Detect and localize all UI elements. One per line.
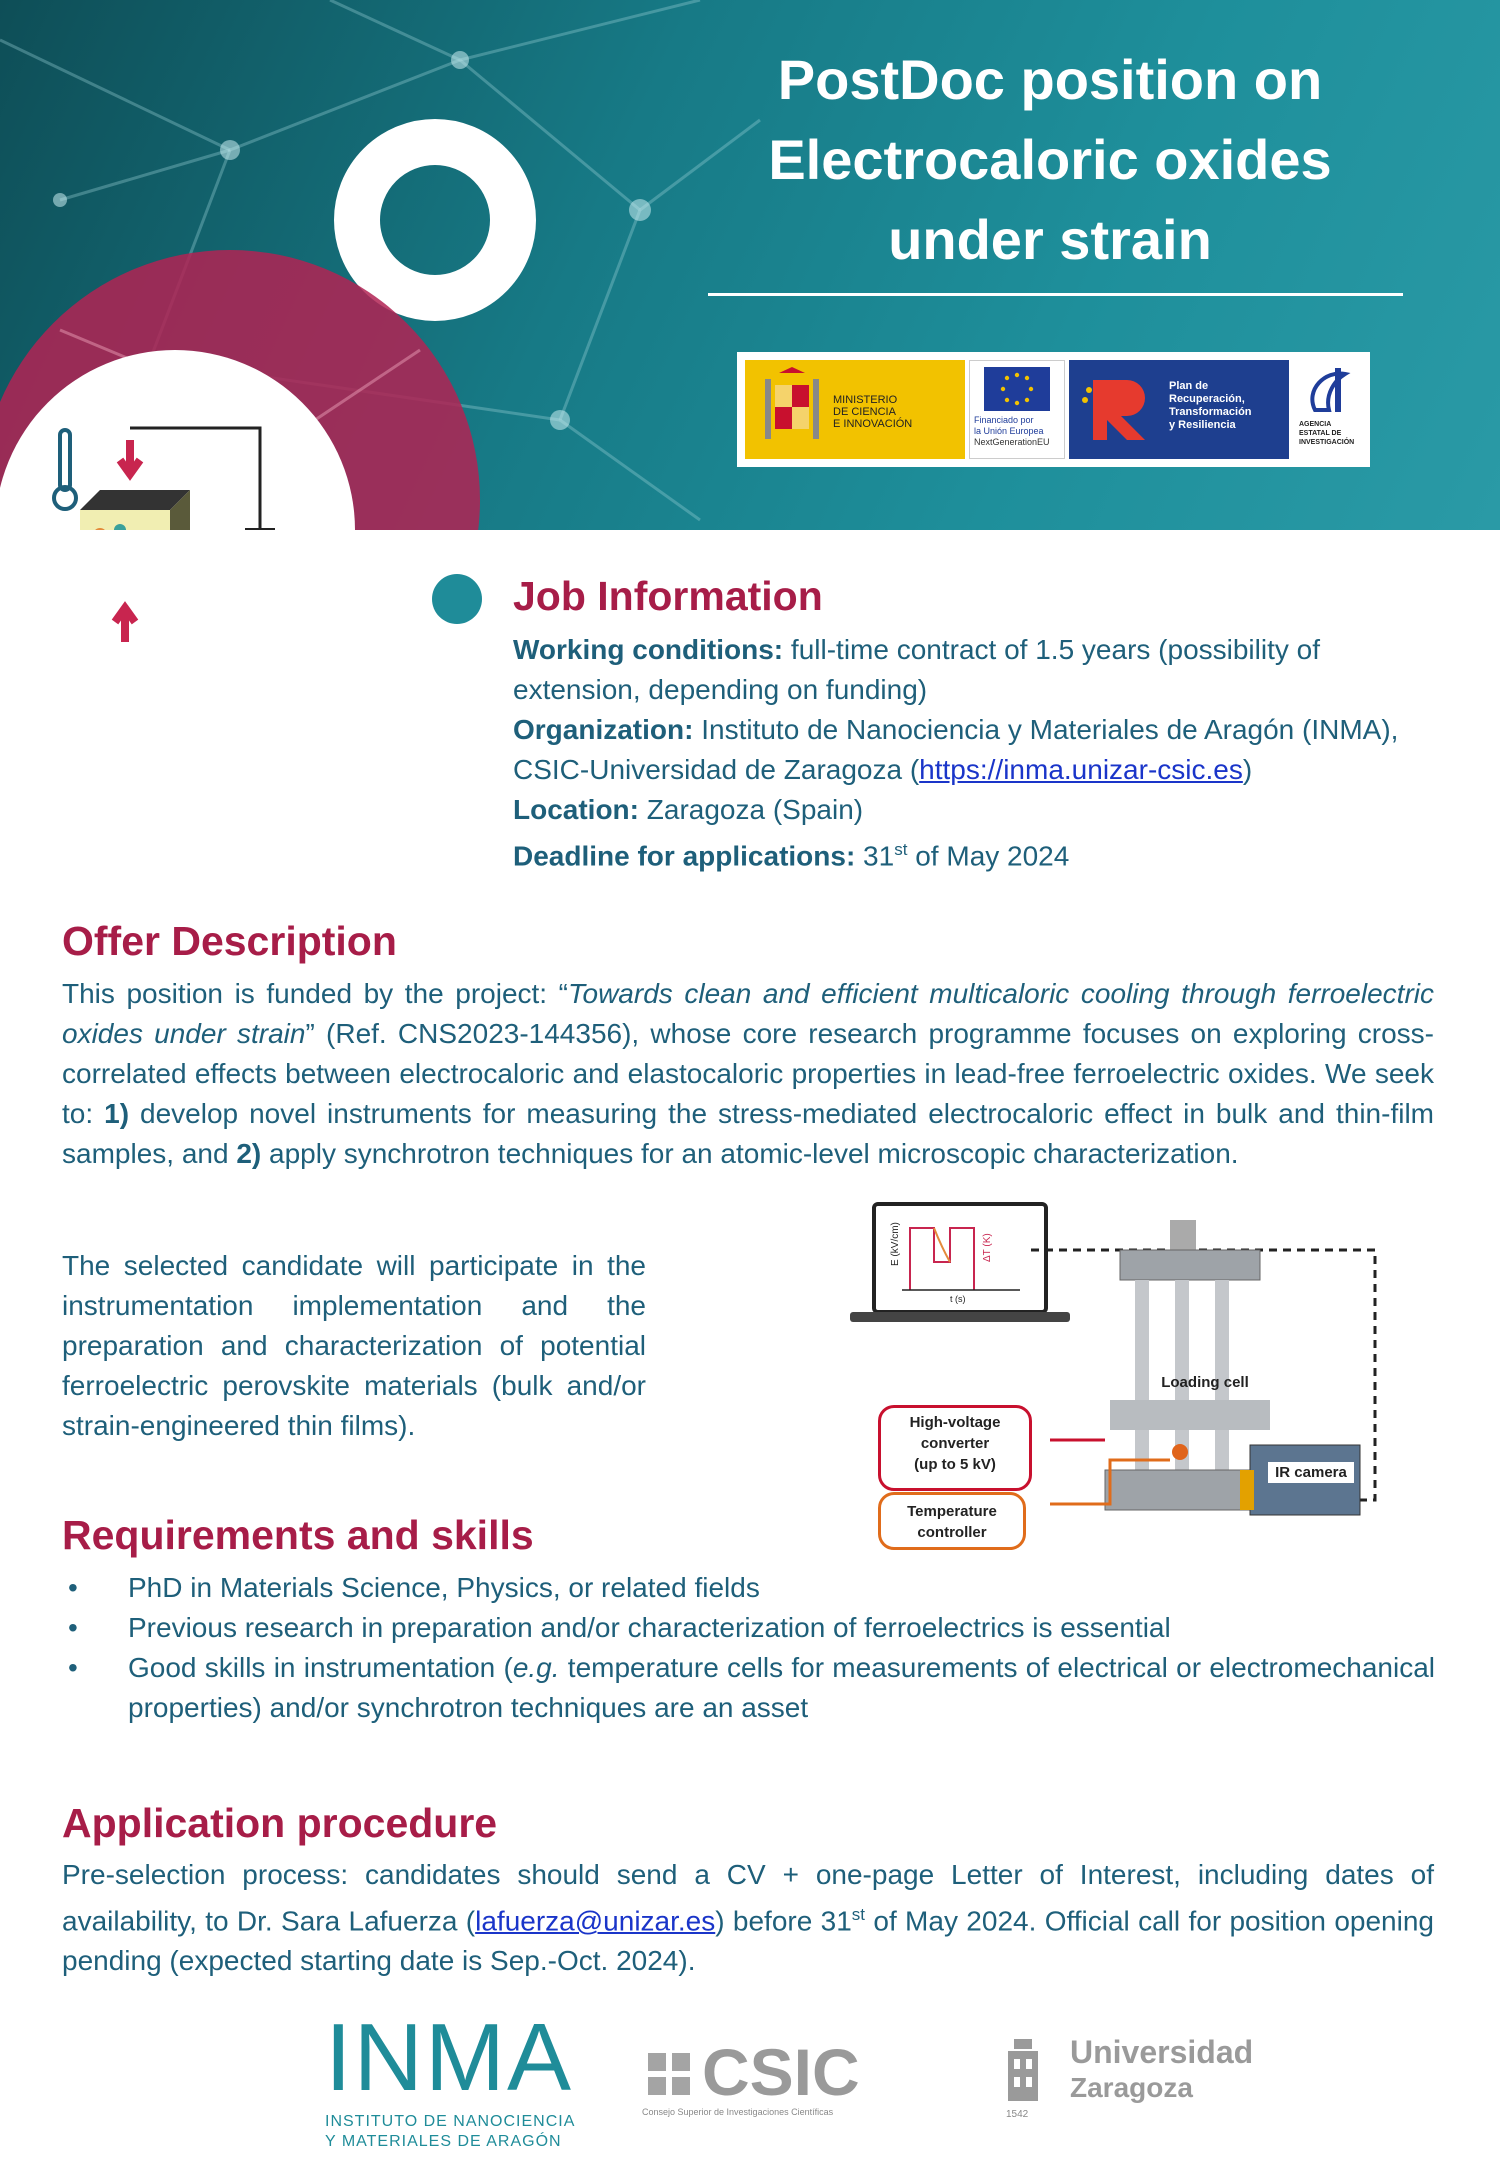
deadline	[513, 830, 1473, 876]
ring-decoration	[357, 142, 513, 298]
plot-ylabel-right: ΔT (K)	[982, 1233, 993, 1262]
application-text-a: Pre-selection process: candidates should send a CV + one-page Letter of Interest, including dates of availability, to Dr. Sara Lafuerza (	[62, 1859, 1434, 1937]
eu-text-1: Financiado por	[974, 415, 1034, 425]
organization-value: Instituto de Nanociencia y Materiales de Aragón (INMA),	[693, 714, 1399, 745]
list-item: • PhD in Materials Science, Physics, or related fields	[60, 1568, 1435, 1608]
location-value: Zaragoza (Spain)	[639, 794, 864, 825]
organization-value-2: CSIC-Universidad de Zaragoza (	[513, 754, 920, 785]
unizar-logo	[1000, 2035, 1260, 2135]
deadline-day: 31	[855, 840, 895, 872]
csic-emblem-icon	[640, 2045, 706, 2105]
hero-banner	[0, 0, 1500, 530]
prtr-text-4: y Resiliencia	[1169, 419, 1236, 431]
csic-sub: Consejo Superior de Investigaciones Científicas	[642, 2107, 834, 2117]
application-paragraph	[62, 1855, 1434, 1981]
working-conditions	[513, 630, 1473, 710]
working-conditions-value-2: extension, depending on funding)	[513, 674, 928, 705]
spain-coat-of-arms-icon	[757, 365, 827, 455]
working-conditions-label: Working conditions:	[513, 634, 784, 665]
unizar-line-1: Universidad	[1070, 2034, 1254, 2070]
offer-number-2: 2)	[236, 1138, 262, 1169]
unizar-line-2: Zaragoza	[1070, 2072, 1193, 2103]
prtr-text-1: Plan de	[1169, 380, 1209, 392]
eu-flag-icon	[984, 367, 1050, 411]
title-divider	[708, 293, 1403, 296]
temp-line-2: controller	[917, 1524, 987, 1541]
hv-line-2: converter	[920, 1435, 990, 1452]
offer-text-a: This position is funded by the project: “	[62, 978, 568, 1009]
page-title: PostDoc position on Electrocaloric oxides under strain	[768, 48, 1332, 271]
req3-text-b: temperature cells for measurements of electrical or electromechanical properties) and/or synchrotron techniques are an asset	[128, 1652, 1435, 1723]
ministerio-logo	[745, 360, 965, 459]
eu-text-3: NextGenerationEU	[974, 437, 1050, 447]
loading-cell-label: Loading cell	[1161, 1374, 1249, 1391]
job-information-heading: Job Information	[513, 573, 823, 619]
requirements-heading: Requirements and skills	[62, 1512, 534, 1558]
contact-email-link[interactable]: lafuerza@unizar.es	[475, 1905, 716, 1937]
working-conditions-value: full-time contract of 1.5 years (possibility of	[783, 634, 1321, 665]
compression-arrow-icon	[95, 590, 155, 650]
inma-website-link[interactable]: https://inma.unizar-csic.es	[919, 754, 1243, 785]
inma-logo	[325, 2004, 585, 2150]
setup-diagram	[850, 1200, 1390, 1550]
inma-sub-2: Y MATERIALES DE ARAGÓN	[325, 2133, 562, 2150]
requirements-list	[60, 1568, 1435, 1728]
hv-line-1: High-voltage	[909, 1414, 1001, 1431]
inma-sub-1: INSTITUTO DE NANOCIENCIA	[325, 2113, 576, 2130]
plot-xlabel: t (s)	[950, 1294, 966, 1304]
prtr-text-2: Recuperación,	[1169, 393, 1245, 405]
csic-logo	[640, 2035, 930, 2125]
ir-camera-label: IR camera	[1268, 1462, 1354, 1483]
aei-text: AGENCIA ESTATAL DE INVESTIGACIÓN	[1299, 421, 1355, 446]
offer-paragraph-1	[62, 974, 1434, 1174]
deadline-label: Deadline for applications:	[513, 840, 856, 872]
req3-eg: e.g.	[512, 1652, 560, 1683]
prtr-text-3: Transformación	[1169, 406, 1252, 418]
offer-text-d: apply synchrotron techniques for an atomic-level microscopic characterization.	[261, 1138, 1239, 1169]
deadline-rest: of May 2024	[907, 840, 1070, 872]
list-item: • Previous research in preparation and/or characterization of ferroelectrics is essential	[60, 1608, 1435, 1648]
offer-description-heading: Offer Description	[62, 918, 397, 964]
aei-logo	[1295, 360, 1365, 459]
deadline-suffix: st	[894, 840, 908, 859]
hv-line-3: (up to 5 kV)	[914, 1456, 996, 1473]
funding-logos	[737, 352, 1370, 467]
high-voltage-converter-box	[878, 1405, 1032, 1491]
application-text-c: of May 2024. Official call for position opening pending (expected starting date is Sep.-Oct. 2024).	[62, 1905, 1434, 1977]
offer-paragraph-2: The selected candidate will participate in the instrumentation implementation and the preparation and characterization of potential ferroelectric perovskite materials (bulk and/or strain-engineered thin films).	[62, 1250, 646, 1441]
unizar-tower-icon	[1000, 2039, 1046, 2109]
offer-text-c: develop novel instruments for measuring the stress-mediated electrocaloric effect in bulk and thin-film samples, and	[62, 1098, 1434, 1169]
perovskite-crystal-icon	[70, 480, 210, 530]
req3-text-a: Good skills in instrumentation (	[128, 1652, 513, 1683]
section-bullet-dot	[432, 574, 482, 624]
aei-emblem-icon	[1295, 360, 1365, 420]
project-title: Towards clean and efficient multicaloric cooling through ferroelectric oxides under strain	[62, 978, 1434, 1049]
application-procedure-heading: Application procedure	[62, 1800, 498, 1846]
eu-logo	[969, 360, 1065, 459]
inma-logo-text: INMA	[325, 2004, 573, 2111]
eu-text-2: la Unión Europea	[974, 426, 1044, 436]
application-suffix: st	[851, 1905, 866, 1924]
prtr-logo	[1069, 360, 1289, 459]
organization	[513, 710, 1473, 790]
offer-text-b: ” (Ref. CNS2023-144356), whose core research programme focuses on exploring cross-correlated effects between electrocaloric and elastocaloric properties in lead-free ferroelectric oxides. We seek to:	[62, 1018, 1435, 1129]
organization-close-paren: )	[1242, 754, 1253, 785]
list-item	[60, 1648, 1435, 1728]
csic-logo-text: CSIC	[702, 2035, 860, 2109]
prtr-emblem-icon	[1075, 360, 1165, 459]
application-text-b: ) before 31	[715, 1905, 852, 1937]
temperature-controller-box	[878, 1492, 1026, 1550]
ministerio-text: MINISTERIO DE CIENCIA E INNOVACIÓN	[833, 394, 913, 430]
temp-line-1: Temperature	[907, 1503, 997, 1520]
unizar-year: 1542	[1006, 2109, 1029, 2120]
location-label: Location:	[513, 794, 639, 825]
offer-number-1: 1)	[104, 1098, 130, 1129]
plot-ylabel-left: E (kV/cm)	[890, 1222, 901, 1266]
location	[513, 790, 1473, 830]
organization-label: Organization:	[513, 714, 694, 745]
